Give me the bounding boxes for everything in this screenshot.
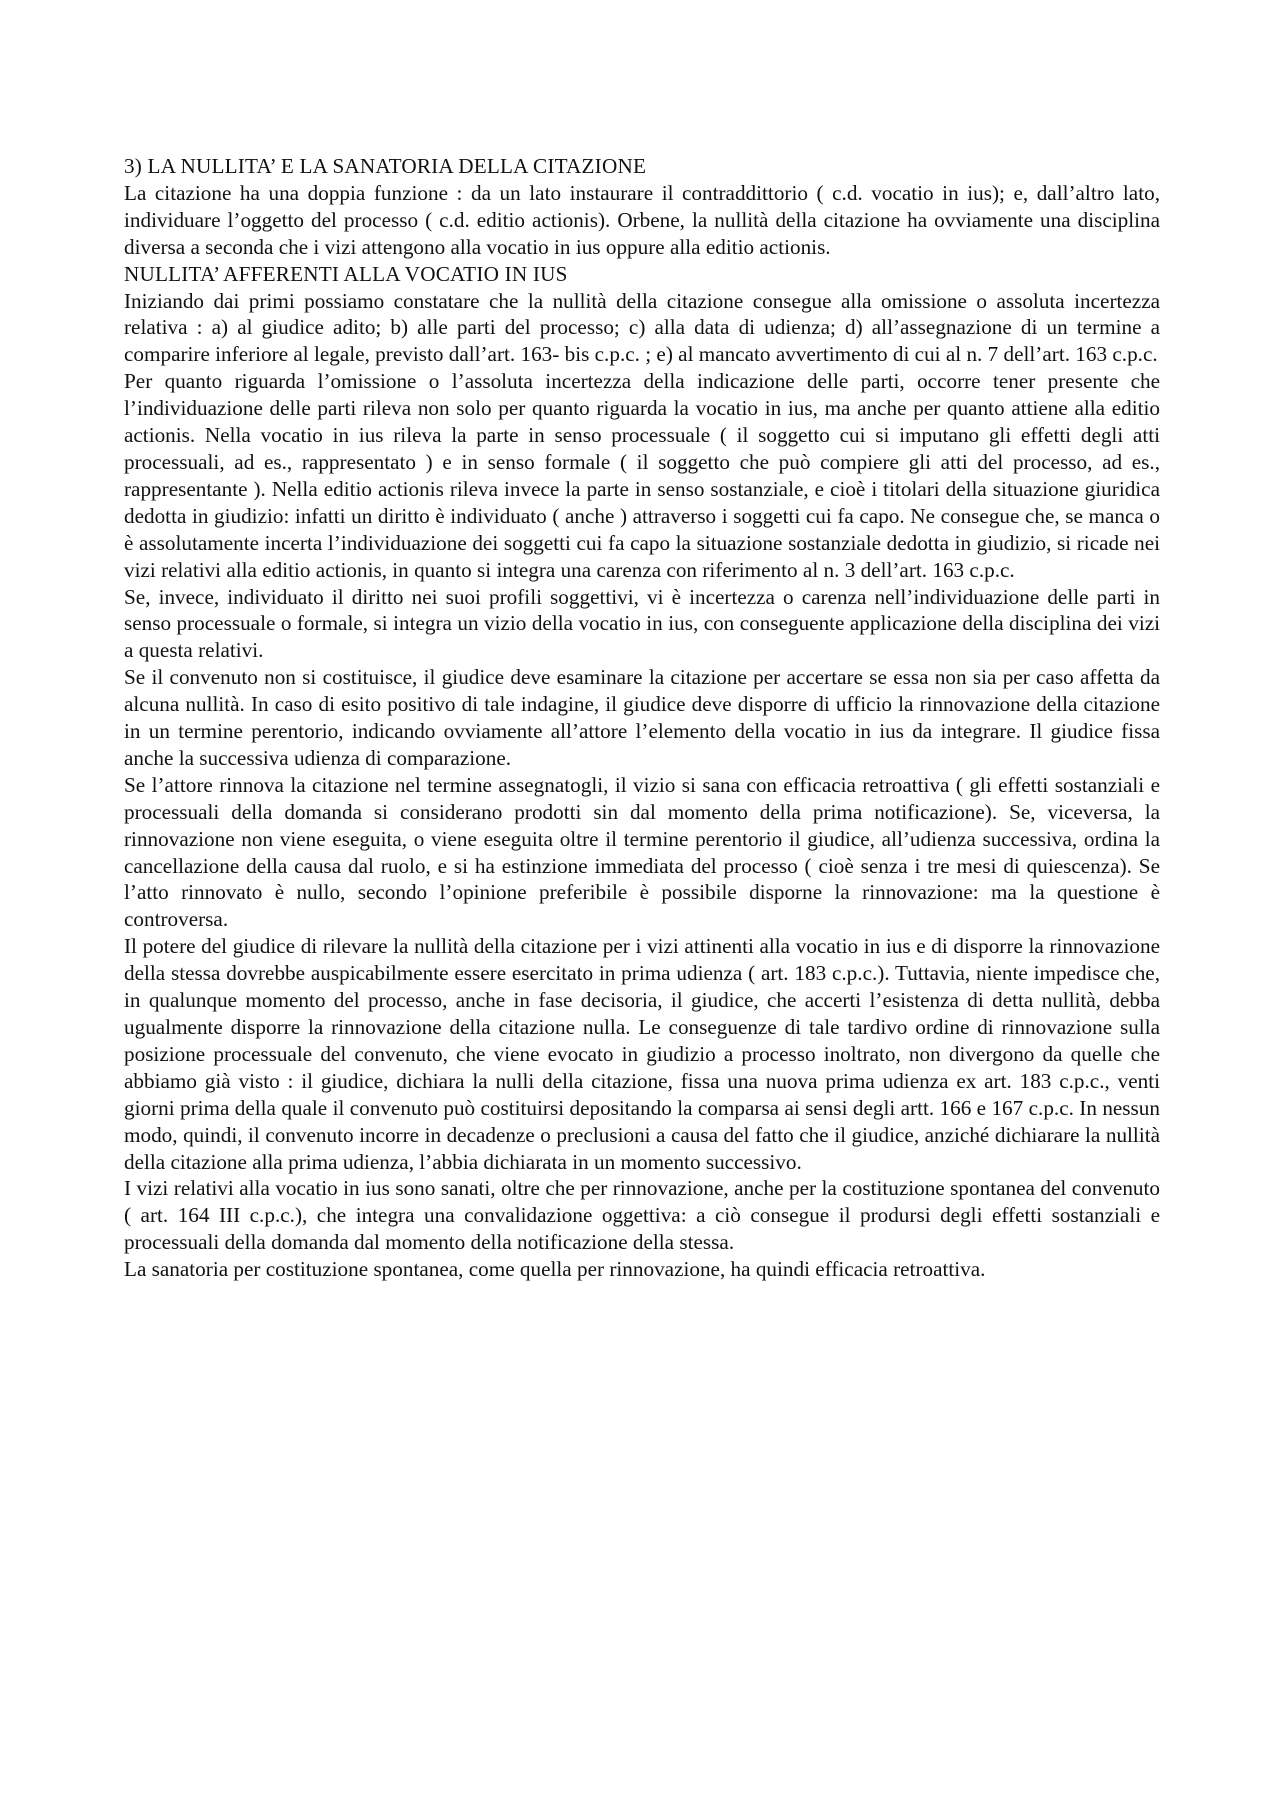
body-paragraph: Il potere del giudice di rilevare la nullità della citazione per i vizi attinenti alla vocatio in ius e di disporre la rinnovazione della stessa dovrebbe auspicabilmente essere esercitato in prima udienza ( art. 183 c.p.c.). Tuttavia, niente impedisce che, in qualunque momento del processo, anche in fase decisoria, il giudice, che accerti l’esistenza di detta nullità, debba ugualmente disporre la rinnovazione della citazione nulla. Le conseguenze di tale tardivo ordine di rinnovazione sulla posizione processuale del convenuto, che viene evocato in giudizio a processo inoltrato, non divergono da quelle che abbiamo già visto : il giudice, dichiara la nulli della citazione, fissa una nuova prima udienza ex art. 183 c.p.c., venti giorni prima della quale il convenuto può costituirsi depositando la comparsa ai sensi degli artt. 166 e 167 c.p.c. In nessun modo, quindi, il convenuto incorre in decadenze o preclusioni a causa del fatto che il giudice, anziché dichiarare la nullità della citazione alla prima udienza, l’abbia dichiarata in un momento successivo. (124, 934, 1160, 1174)
body-paragraph: Per quanto riguarda l’omissione o l’assoluta incertezza della indicazione delle parti, occorre tener presente che l’individuazione delle parti rileva non solo per quanto riguarda la vocatio in ius, ma anche per quanto attiene alla editio actionis. Nella vocatio in ius rileva la parte in senso processuale ( il soggetto cui si imputano gli effetti degli atti processuali, ad es., rappresentato ) e in senso formale ( il soggetto che può compiere gli atti del processo, ad es., rappresentante ). Nella editio actionis rileva invece la parte in senso sostanziale, e cioè i titolari della situazione giuridica dedotta in giudizio: infatti un diritto è individuato ( anche ) attraverso i soggetti cui fa capo. Ne consegue che, se manca o è assolutamente incerta l’individuazione dei soggetti cui fa capo la situazione sostanziale dedotta in giudizio, si ricade nei vizi relativi alla editio actionis, in quanto si integra una carenza con riferimento al n. 3 dell’art. 163 c.p.c. (124, 369, 1160, 582)
body-paragraph: Se l’attore rinnova la citazione nel termine assegnatogli, il vizio si sana con efficacia retroattiva ( gli effetti sostanziali e processuali della domanda si considerano prodotti sin dal momento della prima notificazione). Se, viceversa, la rinnovazione non viene eseguita, o viene eseguita oltre il termine perentorio il giudice, all’udienza successiva, ordina la cancellazione della causa dal ruolo, e si ha estinzione immediata del processo ( cioè senza i tre mesi di quiescenza). Se l’atto rinnovato è nullo, secondo l’opinione preferibile è possibile disporne la rinnovazione: ma la questione è controversa. (124, 772, 1160, 932)
body-paragraph: Se il convenuto non si costituisce, il giudice deve esaminare la citazione per accertare se essa non sia per caso affetta da alcuna nullità. In caso di esito positivo di tale indagine, il giudice deve disporre di ufficio la rinnovazione della citazione in un termine perentorio, indicando ovviamente all’attore l’elemento della vocatio in ius da integrare. Il giudice fissa anche la successiva udienza di comparazione. (124, 665, 1160, 770)
body-paragraph: Se, invece, individuato il diritto nei suoi profili soggettivi, vi è incertezza o carenza nell’individuazione delle parti in senso processuale o formale, si integra un vizio della vocatio in ius, con conseguente applicazione della disciplina dei vizi a questa relativi. (124, 584, 1160, 663)
section-title: 3) LA NULLITA’ E LA SANATORIA DELLA CITAZIONE (124, 154, 647, 178)
body-paragraph: Iniziando dai primi possiamo constatare che la nullità della citazione consegue alla omissione o assoluta incertezza relativa : a) al giudice adito; b) alle parti del processo; c) alla data di udienza; d) all’assegnazione di un termine a comparire inferiore al legale, previsto dall’art. 163- bis c.p.c. ; e) al mancato avvertimento di cui al n. 7 dell’art. 163 c.p.c. (124, 288, 1160, 367)
intro-paragraph: La citazione ha una doppia funzione : da un lato instaurare il contraddittorio ( c.d. vocatio in ius); e, dall’altro lato, individuare l’oggetto del processo ( c.d. editio actionis). Orbene, la nullità della citazione ha ovviamente una disciplina diversa a seconda che i vizi attengono alla vocatio in ius oppure alla editio actionis. (124, 180, 1160, 259)
document-page (124, 153, 1160, 1283)
subsection-heading: NULLITA’ AFFERENTI ALLA VOCATIO IN IUS (124, 261, 568, 286)
body-paragraph: I vizi relativi alla vocatio in ius sono sanati, oltre che per rinnovazione, anche per la costituzione spontanea del convenuto ( art. 164 III c.p.c.), che integra una convalidazione oggettiva: a ciò consegue il prodursi degli effetti sostanziali e processuali della domanda dal momento della notificazione della stessa. (124, 1176, 1160, 1255)
body-paragraph: La sanatoria per costituzione spontanea, come quella per rinnovazione, ha quindi efficacia retroattiva. (124, 1257, 986, 1282)
